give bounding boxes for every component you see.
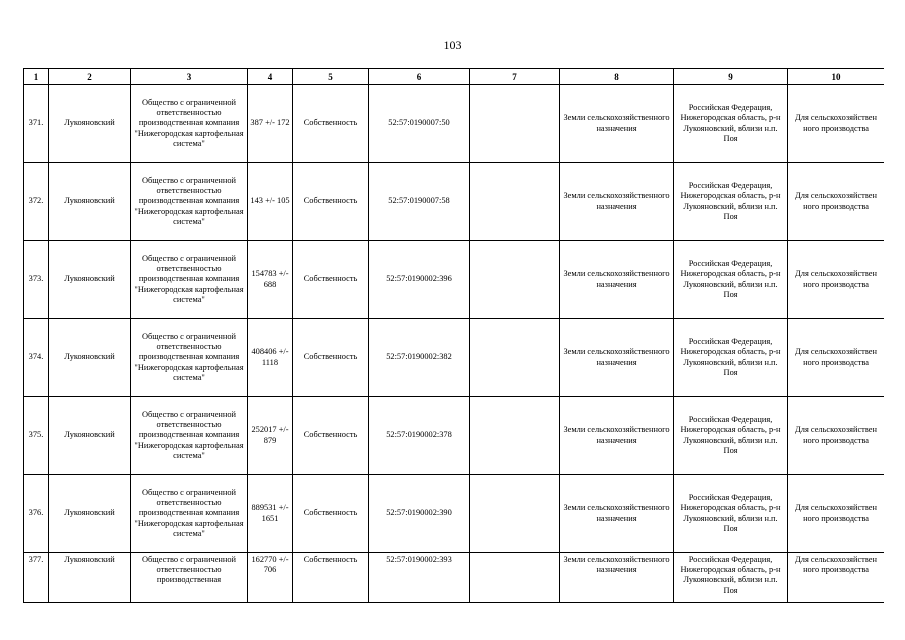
location-cell: Российская Федерация, Нижегородская область, р-н Лукояновский, вблизи н.п. Поя (674, 475, 788, 553)
column-7-cell (470, 241, 560, 319)
header-col-5: 5 (293, 69, 369, 85)
permitted-use-cell: Для сельскохозяйствен ного производства (788, 475, 885, 553)
right-type-cell: Собственность (293, 397, 369, 475)
location-cell: Российская Федерация, Нижегородская область, р-н Лукояновский, вблизи н.п. Поя (674, 397, 788, 475)
area-cell: 143 +/- 105 (248, 163, 293, 241)
permitted-use-cell: Для сельскохозяйствен ного производства (788, 85, 885, 163)
header-col-3: 3 (131, 69, 248, 85)
cadastral-number-cell: 52:57:0190002:390 (369, 475, 470, 553)
area-cell: 387 +/- 172 (248, 85, 293, 163)
table-row (24, 241, 885, 319)
cadastral-number-cell: 52:57:0190007:58 (369, 163, 470, 241)
header-col-7: 7 (470, 69, 560, 85)
table-row (24, 397, 885, 475)
cadastral-number-cell: 52:57:0190002:382 (369, 319, 470, 397)
right-type-cell: Собственность (293, 319, 369, 397)
land-category-cell: Земли сельскохозяйственного назначения (560, 475, 674, 553)
district-cell: Лукояновский (49, 475, 131, 553)
owner-cell: Общество с ограниченной ответственностью производственная компания "Нижегородская картофельная система" (131, 85, 248, 163)
permitted-use-cell: Для сельскохозяйствен ного производства (788, 397, 885, 475)
owner-cell: Общество с ограниченной ответственностью производственная компания "Нижегородская картофельная система" (131, 475, 248, 553)
owner-cell: Общество с ограниченной ответственностью производственная (131, 553, 248, 604)
header-col-1: 1 (24, 69, 49, 85)
registry-table (23, 68, 884, 603)
land-category-cell: Земли сельскохозяйственного назначения (560, 553, 674, 604)
row-number: 374. (24, 319, 49, 397)
table-row (24, 85, 885, 163)
header-col-6: 6 (369, 69, 470, 85)
owner-cell: Общество с ограниченной ответственностью производственная компания "Нижегородская картофельная система" (131, 163, 248, 241)
district-cell: Лукояновский (49, 241, 131, 319)
location-cell: Российская Федерация, Нижегородская область, р-н Лукояновский, вблизи н.п. Поя (674, 85, 788, 163)
owner-cell: Общество с ограниченной ответственностью производственная компания "Нижегородская картофельная система" (131, 241, 248, 319)
row-number: 377. (24, 553, 49, 604)
page-number: 103 (443, 38, 462, 52)
row-number: 373. (24, 241, 49, 319)
area-cell: 252017 +/- 879 (248, 397, 293, 475)
area-cell: 162770 +/- 706 (248, 553, 293, 604)
permitted-use-cell: Для сельскохозяйствен ного производства (788, 553, 885, 604)
column-7-cell (470, 319, 560, 397)
land-category-cell: Земли сельскохозяйственного назначения (560, 397, 674, 475)
land-category-cell: Земли сельскохозяйственного назначения (560, 319, 674, 397)
right-type-cell: Собственность (293, 475, 369, 553)
column-7-cell (470, 163, 560, 241)
registry-table-container (23, 68, 884, 603)
row-number: 375. (24, 397, 49, 475)
right-type-cell: Собственность (293, 553, 369, 604)
cadastral-number-cell: 52:57:0190002:393 (369, 553, 470, 604)
permitted-use-cell: Для сельскохозяйствен ного производства (788, 163, 885, 241)
district-cell: Лукояновский (49, 397, 131, 475)
table-row (24, 163, 885, 241)
header-col-2: 2 (49, 69, 131, 85)
header-row (24, 69, 885, 85)
header-col-10: 10 (788, 69, 885, 85)
area-cell: 154783 +/- 688 (248, 241, 293, 319)
owner-cell: Общество с ограниченной ответственностью производственная компания "Нижегородская картофельная система" (131, 319, 248, 397)
location-cell: Российская Федерация, Нижегородская область, р-н Лукояновский, вблизи н.п. Поя (674, 241, 788, 319)
row-number: 371. (24, 85, 49, 163)
area-cell: 889531 +/- 1651 (248, 475, 293, 553)
cadastral-number-cell: 52:57:0190002:378 (369, 397, 470, 475)
cadastral-number-cell: 52:57:0190002:396 (369, 241, 470, 319)
column-7-cell (470, 553, 560, 604)
district-cell: Лукояновский (49, 163, 131, 241)
location-cell: Российская Федерация, Нижегородская область, р-н Лукояновский, вблизи н.п. Поя (674, 163, 788, 241)
land-category-cell: Земли сельскохозяйственного назначения (560, 85, 674, 163)
row-number: 372. (24, 163, 49, 241)
area-cell: 408406 +/- 1118 (248, 319, 293, 397)
location-cell: Российская Федерация, Нижегородская область, р-н Лукояновский, вблизи н.п. Поя (674, 319, 788, 397)
owner-cell: Общество с ограниченной ответственностью производственная компания "Нижегородская картофельная система" (131, 397, 248, 475)
land-category-cell: Земли сельскохозяйственного назначения (560, 241, 674, 319)
permitted-use-cell: Для сельскохозяйствен ного производства (788, 241, 885, 319)
cadastral-number-cell: 52:57:0190007:50 (369, 85, 470, 163)
table-row (24, 319, 885, 397)
header-col-4: 4 (248, 69, 293, 85)
column-7-cell (470, 475, 560, 553)
district-cell: Лукояновский (49, 319, 131, 397)
row-number: 376. (24, 475, 49, 553)
column-7-cell (470, 397, 560, 475)
location-cell: Российская Федерация, Нижегородская область, р-н Лукояновский, вблизи н.п. Поя (674, 553, 788, 604)
land-category-cell: Земли сельскохозяйственного назначения (560, 163, 674, 241)
table-row (24, 553, 885, 604)
permitted-use-cell: Для сельскохозяйствен ного производства (788, 319, 885, 397)
header-col-8: 8 (560, 69, 674, 85)
header-col-9: 9 (674, 69, 788, 85)
right-type-cell: Собственность (293, 241, 369, 319)
column-7-cell (470, 85, 560, 163)
table-row (24, 475, 885, 553)
right-type-cell: Собственность (293, 85, 369, 163)
district-cell: Лукояновский (49, 85, 131, 163)
district-cell: Лукояновский (49, 553, 131, 604)
right-type-cell: Собственность (293, 163, 369, 241)
